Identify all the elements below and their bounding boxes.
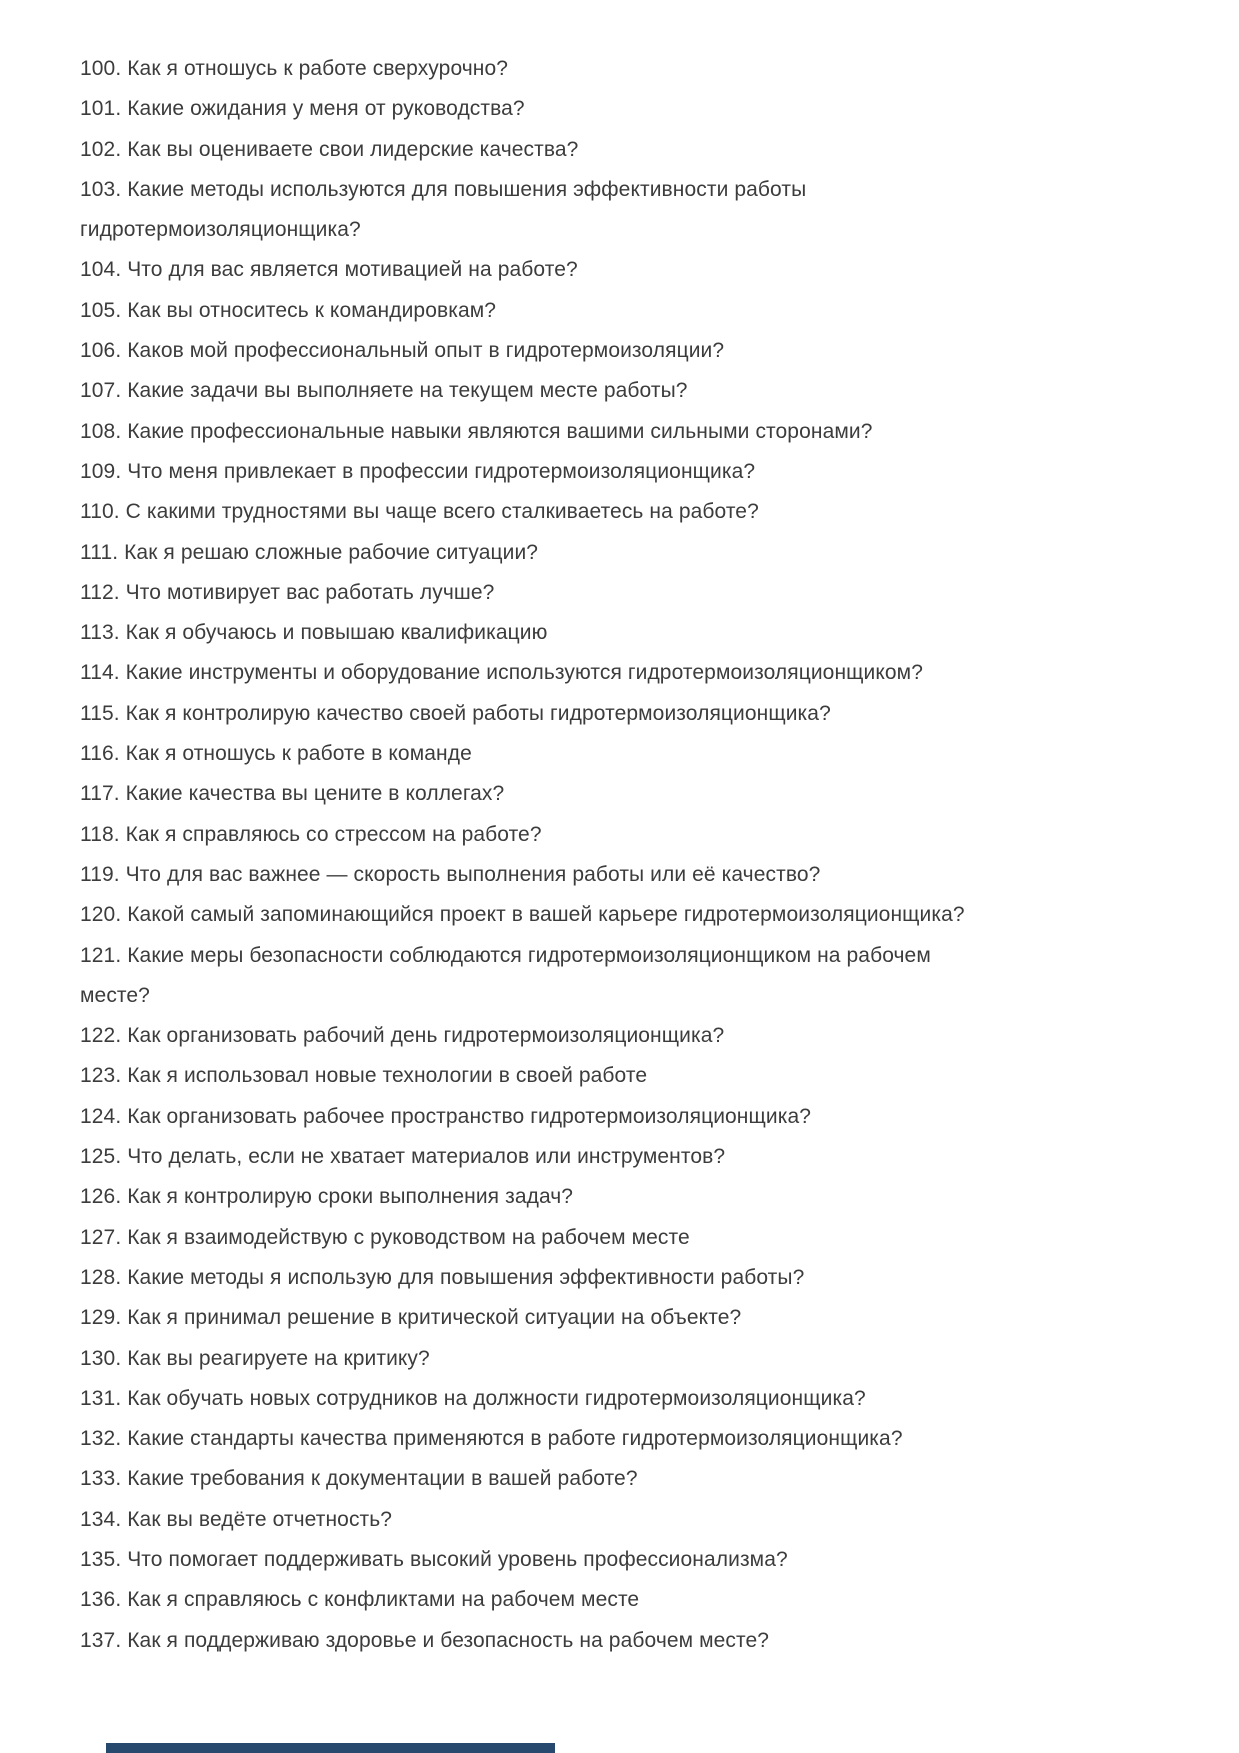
question-item: [80, 331, 1169, 371]
question-text: 126. Как я контролирую сроки выполнения задач?: [80, 1185, 574, 1209]
question-item: [80, 1097, 1169, 1137]
question-item: [80, 936, 1169, 1017]
question-item: [80, 452, 1169, 492]
question-text: 120. Какой самый запоминающийся проект в вашей карьере гидротермоизоляционщика?: [80, 903, 965, 927]
page-bottom-accent-bar: [106, 1743, 555, 1753]
question-text: 137. Как я поддерживаю здоровье и безопасность на рабочем месте?: [80, 1628, 770, 1652]
question-text: 113. Как я обучаюсь и повышаю квалификацию: [80, 621, 548, 645]
question-text: 116. Как я отношусь к работе в команде: [80, 742, 472, 766]
question-item: [80, 694, 1169, 734]
question-item: [80, 1339, 1169, 1379]
question-text: 124. Как организовать рабочее пространство гидротермоизоляционщика?: [80, 1104, 812, 1128]
question-text: 101. Какие ожидания у меня от руководства?: [80, 97, 525, 121]
question-item: [80, 170, 1169, 251]
question-item: [80, 89, 1169, 129]
question-text: 118. Как я справляюсь со стрессом на работе?: [80, 822, 542, 846]
question-text: 122. Как организовать рабочий день гидротермоизоляционщика?: [80, 1024, 725, 1048]
question-text: 132. Какие стандарты качества применяются в работе гидротермоизоляционщика?: [80, 1427, 903, 1451]
question-item: [80, 855, 1169, 895]
question-item: [80, 815, 1169, 855]
question-text: 107. Какие задачи вы выполняете на текущем месте работы?: [80, 379, 688, 403]
question-text: 119. Что для вас важнее — скорость выполнения работы или её качество?: [80, 862, 821, 886]
question-item: [80, 1459, 1169, 1499]
question-text: 130. Как вы реагируете на критику?: [80, 1346, 430, 1370]
question-text: 112. Что мотивирует вас работать лучше?: [80, 580, 495, 604]
question-text: 134. Как вы ведёте отчетность?: [80, 1507, 393, 1531]
question-text: 111. Как я решаю сложные рабочие ситуации?: [80, 540, 539, 564]
question-item: [80, 1500, 1169, 1540]
question-item: [80, 49, 1169, 89]
question-item: [80, 1258, 1169, 1298]
question-item: [80, 250, 1169, 290]
question-text: 105. Как вы относитесь к командировкам?: [80, 298, 497, 322]
question-item: [80, 653, 1169, 693]
question-text: 123. Как я использовал новые технологии в своей работе: [80, 1064, 648, 1088]
question-text: 136. Как я справляюсь с конфликтами на рабочем месте: [80, 1588, 640, 1612]
question-item: [80, 1137, 1169, 1177]
question-text-continued: месте?: [80, 983, 150, 1007]
question-text: 114. Какие инструменты и оборудование используются гидротермоизоляционщиком?: [80, 661, 923, 685]
question-item: [80, 895, 1169, 935]
question-item: [80, 1419, 1169, 1459]
question-text: 108. Какие профессиональные навыки являются вашими сильными сторонами?: [80, 419, 873, 443]
question-item: [80, 533, 1169, 573]
question-text: 129. Как я принимал решение в критической ситуации на объекте?: [80, 1306, 742, 1330]
question-item: [80, 1218, 1169, 1258]
question-text: 110. С какими трудностями вы чаще всего сталкиваетесь на работе?: [80, 500, 759, 524]
question-text: 103. Какие методы используются для повышения эффективности работы: [80, 177, 807, 201]
question-item: [80, 1177, 1169, 1217]
question-item: [80, 1056, 1169, 1096]
question-item: [80, 1016, 1169, 1056]
question-item: [80, 774, 1169, 814]
question-item: [80, 1298, 1169, 1338]
question-item: [80, 1621, 1169, 1661]
question-text: 106. Каков мой профессиональный опыт в гидротермоизоляции?: [80, 339, 725, 363]
question-item: [80, 613, 1169, 653]
question-item: [80, 1580, 1169, 1620]
question-item: [80, 130, 1169, 170]
question-item: [80, 1540, 1169, 1580]
question-text: 128. Какие методы я использую для повышения эффективности работы?: [80, 1265, 805, 1289]
question-item: [80, 573, 1169, 613]
question-text: 127. Как я взаимодействую с руководством на рабочем месте: [80, 1225, 690, 1249]
question-text: 121. Какие меры безопасности соблюдаются гидротермоизоляционщиком на рабочем: [80, 943, 931, 967]
question-text: 131. Как обучать новых сотрудников на должности гидротермоизоляционщика?: [80, 1386, 866, 1410]
question-text: 100. Как я отношусь к работе сверхурочно?: [80, 57, 509, 80]
question-text: 135. Что помогает поддерживать высокий уровень профессионализма?: [80, 1547, 788, 1571]
question-text: 115. Как я контролирую качество своей работы гидротермоизоляционщика?: [80, 701, 831, 725]
question-text: 125. Что делать, если не хватает материалов или инструментов?: [80, 1145, 726, 1169]
question-text: 117. Какие качества вы цените в коллегах?: [80, 782, 505, 806]
question-text: 133. Какие требования к документации в вашей работе?: [80, 1467, 638, 1491]
question-text-continued: гидротермоизоляционщика?: [80, 218, 361, 242]
question-text: 109. Что меня привлекает в профессии гидротермоизоляционщика?: [80, 459, 756, 483]
question-item: [80, 371, 1169, 411]
question-item: [80, 291, 1169, 331]
question-item: [80, 412, 1169, 452]
question-item: [80, 492, 1169, 532]
question-item: [80, 734, 1169, 774]
question-text: 102. Как вы оцениваете свои лидерские качества?: [80, 137, 579, 161]
question-text: 104. Что для вас является мотивацией на работе?: [80, 258, 578, 282]
question-item: [80, 1379, 1169, 1419]
